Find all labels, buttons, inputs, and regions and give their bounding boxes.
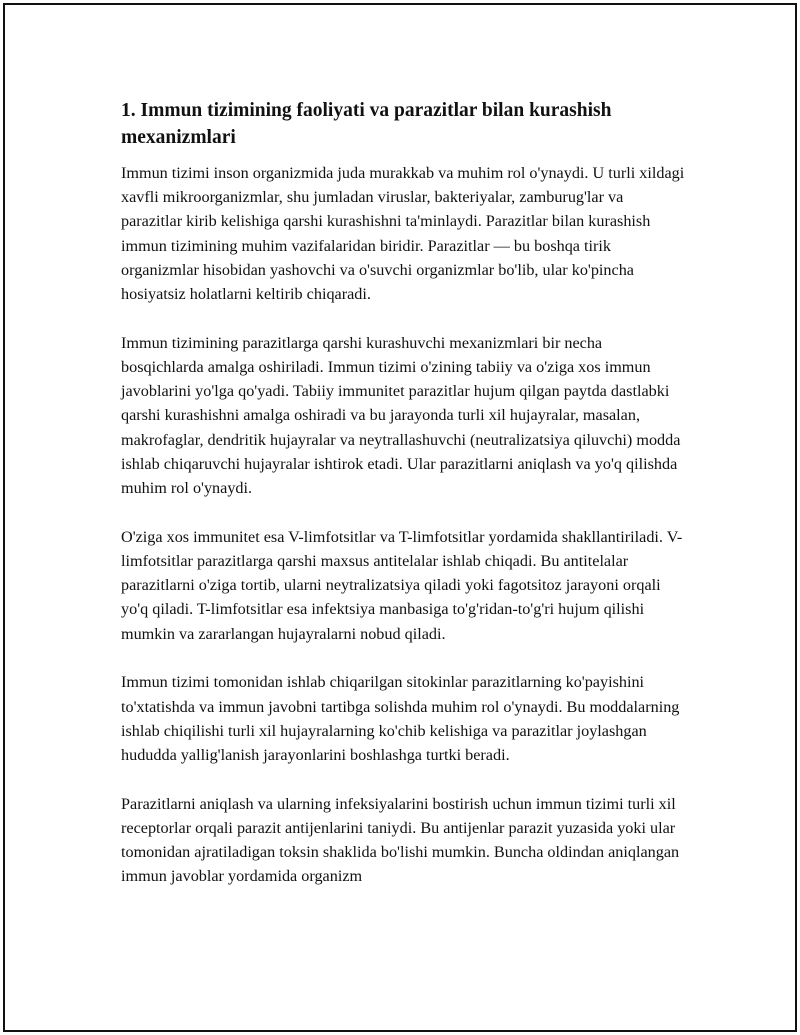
paragraph-5: Parazitlarni aniqlash va ularning infeksiyalarini bostirish uchun immun tizimi turli xil receptorlar orqali parazit antijenlarini taniydi. Bu antijenlar parazit yuzasida yoki ular tomonidan ajratiladigan toksin shaklida bo'lishi mumkin. Buncha oldindan aniqlangan immun javoblar yordamida organizm <box>121 794 680 886</box>
paragraph-3: O'ziga xos immunitet esa V-limfotsitlar va T-limfotsitlar yordamida shakllantiriladi. V-limfotsitlar parazitlarga qarshi maxsus antitelalar ishlab chiqadi. Bu antitelalar parazitlarni o'ziga tortib, ularni neytralizatsiya qiladi yoki fagotsitoz jarayoni orqali yo'q qiladi. T-limfotsitlar esa infektsiya manbasiga to'g'ridan-to'g'ri hujum qilishi mumkin va zararlangan hujayralarni nobud qiladi. <box>121 527 683 643</box>
paragraph-1: Immun tizimi inson organizmida juda murakkab va muhim rol o'ynaydi. U turli xildagi xavfli mikroorganizmlar, shu jumladan viruslar, bakteriyalar, zamburug'lar va parazitlar kirib kelishiga qarshi kurashishni ta'minlaydi. Parazitlar bilan kurashish immun tizimining muhim vazifalaridan biridir. Parazitlar — bu boshqa tirik organizmlar hisobidan yashovchi va o'suvchi organizmlar bo'lib, ular ko'pincha hosiyatsiz holatlarni keltirib chiqaradi. <box>121 164 685 304</box>
document-body <box>121 97 687 889</box>
paragraph-4: Immun tizimi tomonidan ishlab chiqarilgan sitokinlar parazitlarning ko'payishini to'xtatishda va immun javobni tartibga solishda muhim rol o'ynaydi. Bu moddalarning ishlab chiqilishi turli xil hujayralarning ko'chib kelishiga va parazitlar joylashgan hududda yallig'lanish jarayonlarini boshlashga turtki beradi. <box>121 673 680 765</box>
page-frame <box>3 3 797 1032</box>
paragraph-2: Immun tizimining parazitlarga qarshi kurashuvchi mexanizmlari bir necha bosqichlarda amalga oshiriladi. Immun tizimi o'zining tabiiy va o'ziga xos immun javoblarini yo'lga qo'yadi. Tabiiy immunitet parazitlar hujum qilgan paytda dastlabki qarshi kurashishni amalga oshiradi va bu jarayonda turli xil hujayralar, masalan, makrofaglar, dendritik hujayralar va neytrallashuvchi (neutralizatsiya qiluvchi) modda ishlab chiqaruvchi hujayralar ishtirok etadi. Ular parazitlarni aniqlash va yo'q qilishda muhim rol o'ynaydi. <box>121 333 681 498</box>
section-heading: 1. Immun tizimining faoliyati va parazitlar bilan kurashish mexanizmlari <box>121 100 612 148</box>
